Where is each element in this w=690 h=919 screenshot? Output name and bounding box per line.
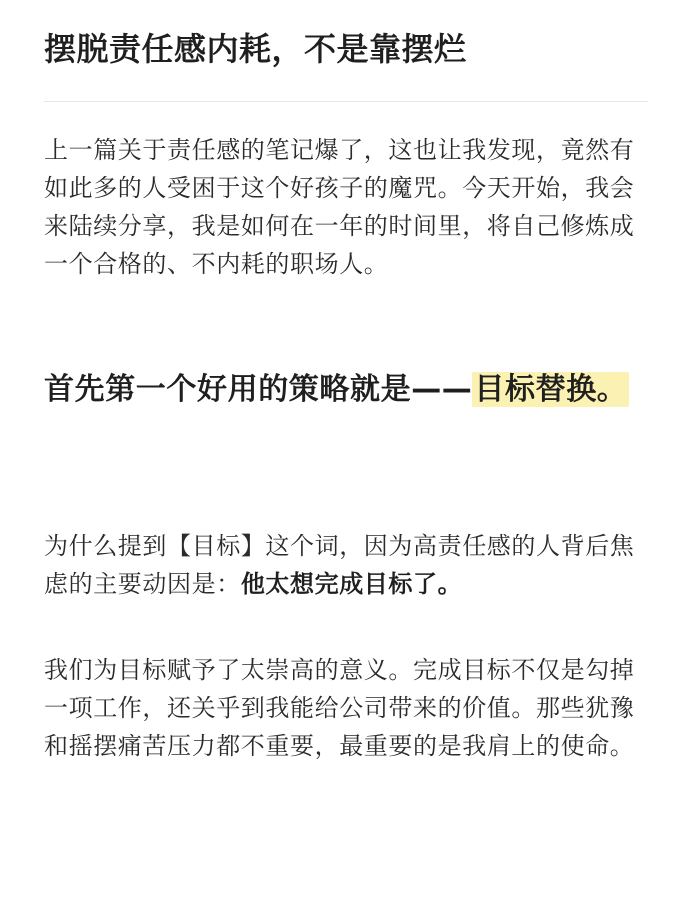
article-title: 摆脱责任感内耗，不是靠摆烂 — [44, 30, 467, 68]
strategy-heading-prefix: 首先第一个好用的策略就是—— — [44, 372, 473, 407]
reason-paragraph — [44, 527, 644, 603]
intro-paragraph: 上一篇关于责任感的笔记爆了，这也让我发现，竟然有如此多的人受困于这个好孩子的魔咒。今天开始，我会来陆续分享，我是如何在一年的时间里，将自己修炼成一个合格的、不内耗的职场人。 — [44, 136, 635, 278]
highlighted-strategy: 目标替换。 — [474, 372, 628, 407]
meaning-paragraph: 我们为目标赋予了太崇高的意义。完成目标不仅是勾掉一项工作，还关乎到我能给公司带来的价值。那些犹豫和摇摆痛苦压力都不重要，最重要的是我肩上的使命。 — [44, 656, 635, 760]
reason-text: 为什么提到【目标】这个词，因为高责任感的人背后焦虑的主要动因是： — [44, 532, 635, 598]
title-divider — [44, 101, 648, 102]
strategy-heading — [44, 362, 644, 418]
reason-bold-text: 他太想完成目标了。 — [240, 570, 463, 598]
